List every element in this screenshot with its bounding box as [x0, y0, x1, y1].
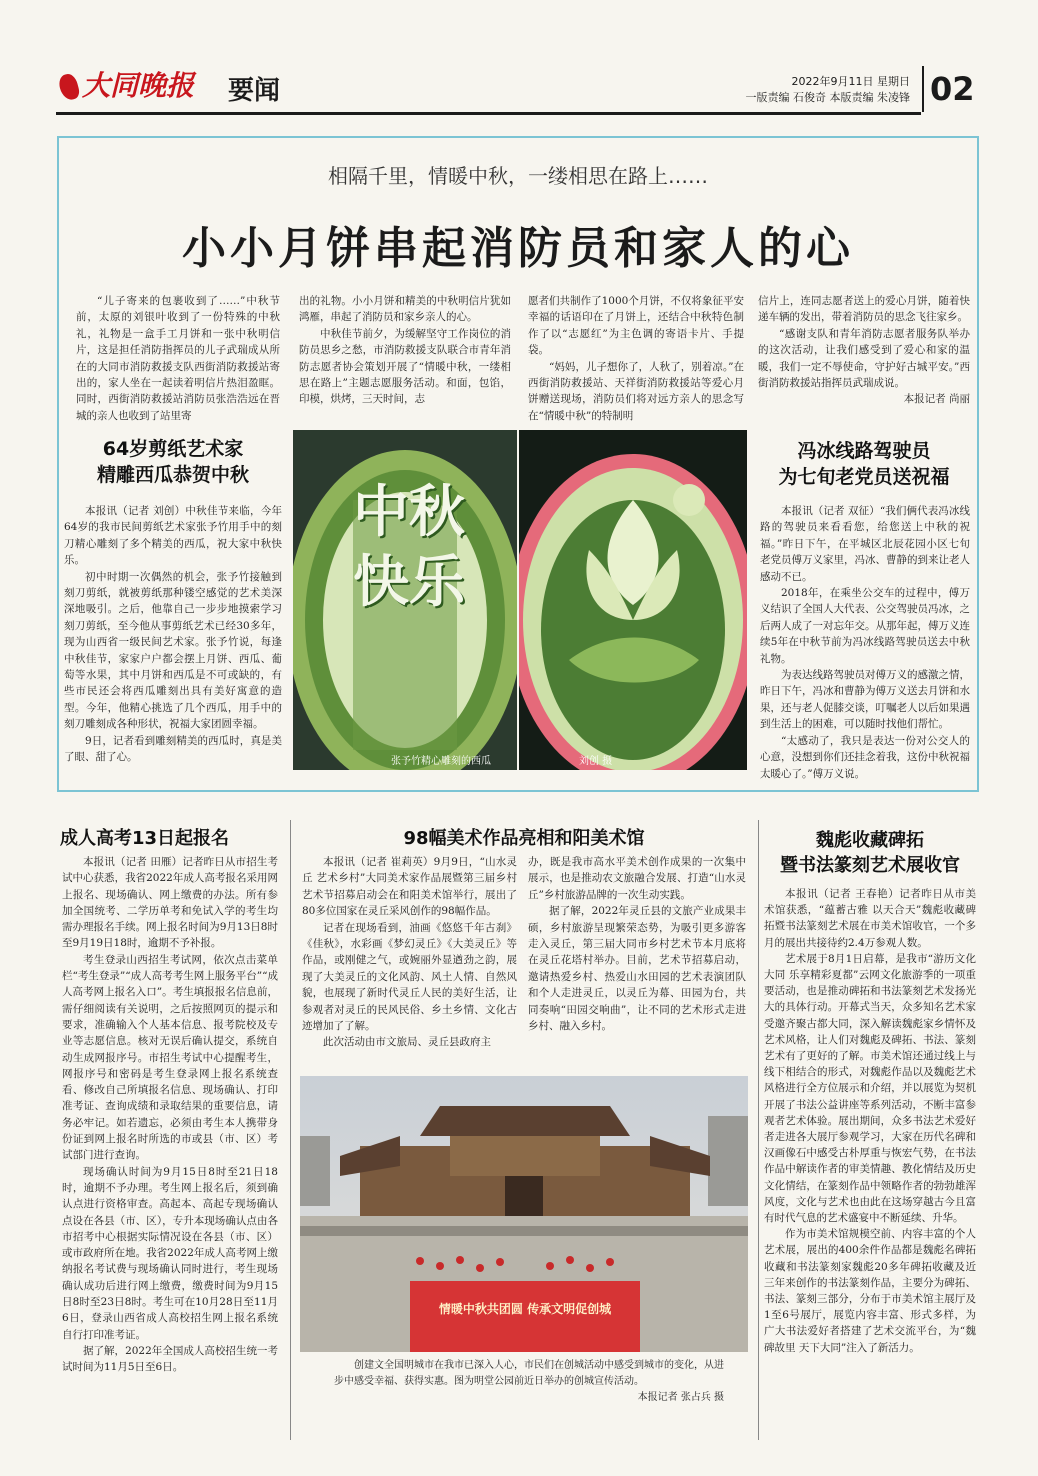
art-headline: 98幅美术作品亮相和阳美术馆 — [403, 828, 645, 849]
column-divider — [290, 820, 291, 1440]
paragraph: 本报讯（记者 双征）“我们俩代表冯冰线路的驾驶员来看看您，给您送上中秋的祝福。”昨日下午，在平城区北辰花园小区七旬老党员傅万义家里，冯冰、曹静的到来让老人感动不已。 — [760, 505, 970, 583]
paragraph: 此次活动由市文旅局、灵丘县政府主 — [323, 1036, 491, 1049]
paragraph: 作为市美术馆规模空前、内容丰富的个人艺术展，展出的400余件作品都是魏彪名碑拓收藏和书法篆刻家魏彪20多年碑拓收藏及近三年来创作的书法篆刻作品，主要分为碑拓、书法、篆刻三部分，分布于市美术馆主展厅及1至6号展厅，展览内容丰富、形式多样，为广大书法爱好者搭建了艺术交流平台，为“魏碑故里 天下大同”注入了新活力。 — [764, 1228, 976, 1354]
issue-meta — [680, 74, 910, 106]
watermelon-photo-left — [293, 430, 517, 770]
byline: 本报记者 尚丽 — [903, 393, 970, 406]
watermelon-photo-right — [519, 430, 747, 770]
paragraph: 本报讯（记者 田雁）记者昨日从市招生考试中心获悉，我省2022年成人高考报名采用网上报名、现场确认、网上缴费的办法。所有参加全国统考、二学历单考和免试入学的考生均需办理报名手续。网上报名时间为9月13日8时至9月19日18时，逾期不予补报。 — [62, 856, 278, 950]
paragraph: “感谢支队和青年消防志愿者服务队举办的这次活动，让我们感受到了爱心和家的温暖，我们一定不辱使命，守护好古城平安。”西街消防救援站指挥员武瑞成说。 — [758, 327, 970, 390]
papercut-body — [64, 503, 282, 783]
carved-text: 中秋快乐 — [353, 480, 465, 615]
paragraph: 据了解，2022年全国成人高校招生统一考试时间为11月5日至6日。 — [62, 1344, 278, 1374]
header-rule — [56, 112, 921, 115]
paragraph: “妈妈，儿子想你了，人秋了，别着凉。”在西街消防救援站、天祥街消防救援站等爱心月饼赠送现场，消防员们将对远方亲人的思念写在“情暖中秋”的特制明 — [528, 360, 744, 422]
section-name: 要闻 — [228, 76, 281, 106]
paragraph: 2018年，在乘坐公交车的过程中，傅万义结识了全国人大代表、公交驾驶员冯冰，之后两人成了一对忘年交。从那年起，傅万义连续5年在中秋节前为冯冰线路驾驶员送去中秋礼物。 — [760, 587, 970, 665]
paragraph: 现场确认时间为9月15日8时至21日18时，逾期不予办理。考生网上报名后，须到确认点进行资格审查。高起本、高起专现场确认点设在各县（市、区），专升本现场确认点由各市招考中心根据实际情况设在各县（市、区）或市政府所在地。我省2022年成人高考网上缴纳报名考试费与现场确认同时进行，考生现场确认成功后进行网上缴费，缴费时间为9月15日8时至23日8时。考生可在10月28日至11月6日，登录山西省成人高校招生网上报名系统自行打印准考证。 — [62, 1165, 278, 1341]
photo-credit: 本报记者 张占兵 摄 — [637, 1392, 724, 1403]
feature-column-1 — [76, 293, 280, 425]
feature-subhead: 相隔千里，情暖中秋，一缕相思在路上…… — [328, 164, 708, 188]
exam-headline: 成人高考13日起报名 — [60, 828, 230, 849]
exam-body — [62, 854, 278, 1444]
paragraph: 记者在现场看到，油画《悠悠千年古刹》《佳秋》，水彩画《梦幻灵丘》《大美灵丘》等作品，或刚健之气，或婉丽外显遒劲之韵，展现了大美灵丘的文化风韵、风土人情、自然风貌，也展现了新时代灵丘人民的美好生活，让参观者对灵丘的民风民俗、乡土乡情、文化古迹增加了了解。 — [302, 921, 517, 1033]
photo-caption: 创建文全国明城市在我市已深入人心，市民们在创城活动中感受到城市的变化，从进步中感受幸福、获得实惠。图为明堂公园前近日举办的创城宣传活动。 本报记者 张占兵 摄 — [334, 1358, 724, 1406]
paragraph: “儿子寄来的包裹收到了……”中秋节前，太原的刘银叶收到了一份特殊的中秋礼，礼物是一盒手工月饼和一张中秋明信片，这是担任消防指挥员的儿子武瑞成从所在的大同市消防救援支队西街消防救援站寄出的，家人坐在一起读着明信片热泪盈眶。同时，西街消防救援站消防员张浩浩远在晋城的亲人也收到了站里寄 — [76, 295, 280, 422]
bus-headline: 冯冰线路驾驶员 为七旬老党员送祝福 — [778, 440, 950, 488]
issue-date: 2022年9月11日 星期日 — [791, 75, 910, 88]
feature-headline: 小小月饼串起消防员和家人的心 — [182, 223, 854, 274]
photo-caption-right: 刘创 摄 — [579, 756, 613, 767]
paragraph: 中秋佳节前夕，为缓解坚守工作岗位的消防员思乡之愁，市消防救援支队联合市青年消防志愿者协会策划开展了“情暖中秋，一缕相思在路上”主题志愿服务活动。和面，包馅，印模，烘烤，三天时间，志 — [299, 327, 511, 406]
carved-flower-watermelon-illustration — [519, 430, 747, 770]
header-divider — [922, 66, 924, 112]
art-column-2 — [528, 854, 746, 1066]
logo-text: 大同晚报 — [82, 69, 195, 102]
paragraph: 为表达线路驾驶员对傅万义的感激之情，昨日下午，冯冰和曹静为傅万义送去月饼和水果，还与老人促膝交谈，叮嘱老人以后如果遇到生活上的困难，可以随时找他们帮忙。 — [760, 669, 970, 731]
editor-credits: 一版责编 石俊奇 本版责编 朱凌锋 — [745, 91, 910, 104]
flame-icon — [57, 72, 81, 102]
paragraph: 办，既是我市高水平美术创作成果的一次集中展示，也是推动农文旅融合发展、打造“山水灵丘”乡村旅游品牌的一次生动实践。 — [528, 856, 746, 901]
event-banner-text: 情暖中秋共团圆 传承文明促创城 — [438, 1302, 612, 1316]
feature-column-2 — [299, 293, 511, 425]
paragraph: 本报讯（记者 刘创）中秋佳节来临，今年64岁的我市民间剪纸艺术家张予竹用手中的刻刀精心雕刻了多个精美的西瓜，祝大家中秋快乐。 — [64, 505, 282, 567]
photo-caption-left: 张予竹精心雕刻的西瓜 — [391, 756, 491, 767]
paragraph: 本报讯（记者 崔莉英）9月9日，“山水灵丘 艺术乡村”大同美术家作品展暨第三届乡村艺术节招募启动会在和阳美术馆举行，展出了80多位国家在灵丘采风创作的98幅作品。 — [302, 856, 517, 918]
feature-column-4 — [758, 293, 970, 425]
paragraph: 艺术展于8月1日启幕，是我市“游历文化大同 乐享精彩夏都”云网文化旅游季的一项重要活动，也是推动碑拓和书法篆刻艺术发扬光大的具体行动。开幕式当天，众多知名艺术家受邀齐聚古都大同，深入解读魏彪家乡情怀及艺术风格，让人们对魏彪及碑拓、书法、篆刻艺术有了更好的了解。市美术馆还通过线上与线下相结合的形式，对魏彪作品以及魏彪艺术风格进行全方位展示和介绍，并以展览为契机开展了书法公益讲座等系列活动，不断丰富参观者艺术体验。展出期间，众多书法艺术爱好者走进各大展厅参观学习，大家在历代名碑和汉画像石中感受古朴厚重与恢宏气势，在书法作品中解读作者的审美情趣、教化情结及历史文化情结，在篆刻作品中领略作者的勃勃雄浑风度，文化与艺术也由此在这场穿越古今且富有时代气息的艺术盛宴中不断延续、升华。 — [764, 952, 976, 1225]
art-column-1 — [302, 854, 517, 1066]
paragraph: 本报讯（记者 王春艳）记者昨日从市美术馆获悉，“蕴蓄古雅 以天合天”魏彪收藏碑拓暨书法篆刻艺术展在市美术馆收官，一个多月的展出共接待约2.4万参观人数。 — [764, 888, 976, 949]
rubbing-headline: 魏彪收藏碑拓 暨书法篆刻艺术展收官 — [780, 830, 960, 876]
page-number: 02 — [930, 70, 975, 108]
rubbing-body — [764, 886, 976, 1446]
paragraph: 9日，记者看到雕刻精美的西瓜时，真是美了眼、甜了心。 — [64, 734, 282, 764]
feature-column-3 — [528, 293, 744, 425]
paragraph: 愿者们共制作了1000个月饼，不仅将象征平安幸福的话语印在了月饼上，还结合中秋特色制作了以“志愿红”为主色调的寄语卡片、手提袋。 — [528, 295, 744, 357]
paragraph: “太感动了，我只是表达一份对公交人的心意，没想到你们还挂念着我，这份中秋祝福太暖心了。”傅万义说。 — [760, 734, 970, 780]
newspaper-logo — [60, 62, 210, 110]
paragraph: 考生登录山西招生考试网，依次点击菜单栏“考生登录”“成人高考考生网上服务平台”“成人高考网上报名入口”。考生填报报名信息前，需仔细阅读有关说明，之后按照网页的提示和要求，准确输入个人基本信息、报考院校及专业等志愿信息。核对无误后确认提交，系统自动生成网报序号。市招生考试中心提醒考生，网报序号和密码是考生登录网上报名系统查看、修改自己所填报名信息、现场确认、打印准考证、查询成绩和录取结果的重要信息，请务必牢记。如若遗忘，必须由考生本人携带身份证到网上报名时所选的市或县（市、区）考试部门进行查询。 — [62, 953, 278, 1162]
square-event-photo — [300, 1076, 748, 1352]
papercut-headline: 64岁剪纸艺术家 精雕西瓜恭贺中秋 — [96, 438, 249, 486]
column-divider — [758, 820, 759, 1440]
bus-body — [760, 503, 970, 783]
paragraph: 出的礼物。小小月饼和精美的中秋明信片犹如鸿雁，串起了消防员和家乡亲人的心。 — [299, 295, 511, 324]
paragraph: 初中时期一次偶然的机会，张予竹接触到刻刀剪纸，就被剪纸那种镂空感觉的艺术美深深地吸引。之后，他靠自己一步步地摸索学习刻刀剪纸，至今他从事剪纸艺术已经30多年，现为山西省一级民间艺术家。张予竹说，每逢中秋佳节，家家户户都会摆上月饼、西瓜、葡萄等水果，其中月饼和西瓜是不可或缺的，有些市民还会将西瓜雕刻出具有美好寓意的造型。今年，他精心挑选了几个西瓜，用手中的刻刀雕刻成各种形状，祝福大家团圆幸福。 — [64, 570, 282, 731]
paragraph: 据了解，2022年灵丘县的文旅产业成果丰硕，乡村旅游呈现繁荣态势，为吸引更多游客走入灵丘，第三届大同市乡村艺术节本月底将在灵丘花塔村举办。目前，艺术节招募启动，邀请热爱乡村、热爱山水田园的艺术表演团队和个人走进灵丘，以灵丘为幕、田园为台，共同奏响“田园交响曲”，让不同的艺术形式走进乡村、融入乡村。 — [528, 905, 746, 1033]
paragraph: 信片上，连同志愿者送上的爱心月饼，随着快递车辆的发出，带着消防员的思念飞往家乡。 — [758, 295, 970, 324]
